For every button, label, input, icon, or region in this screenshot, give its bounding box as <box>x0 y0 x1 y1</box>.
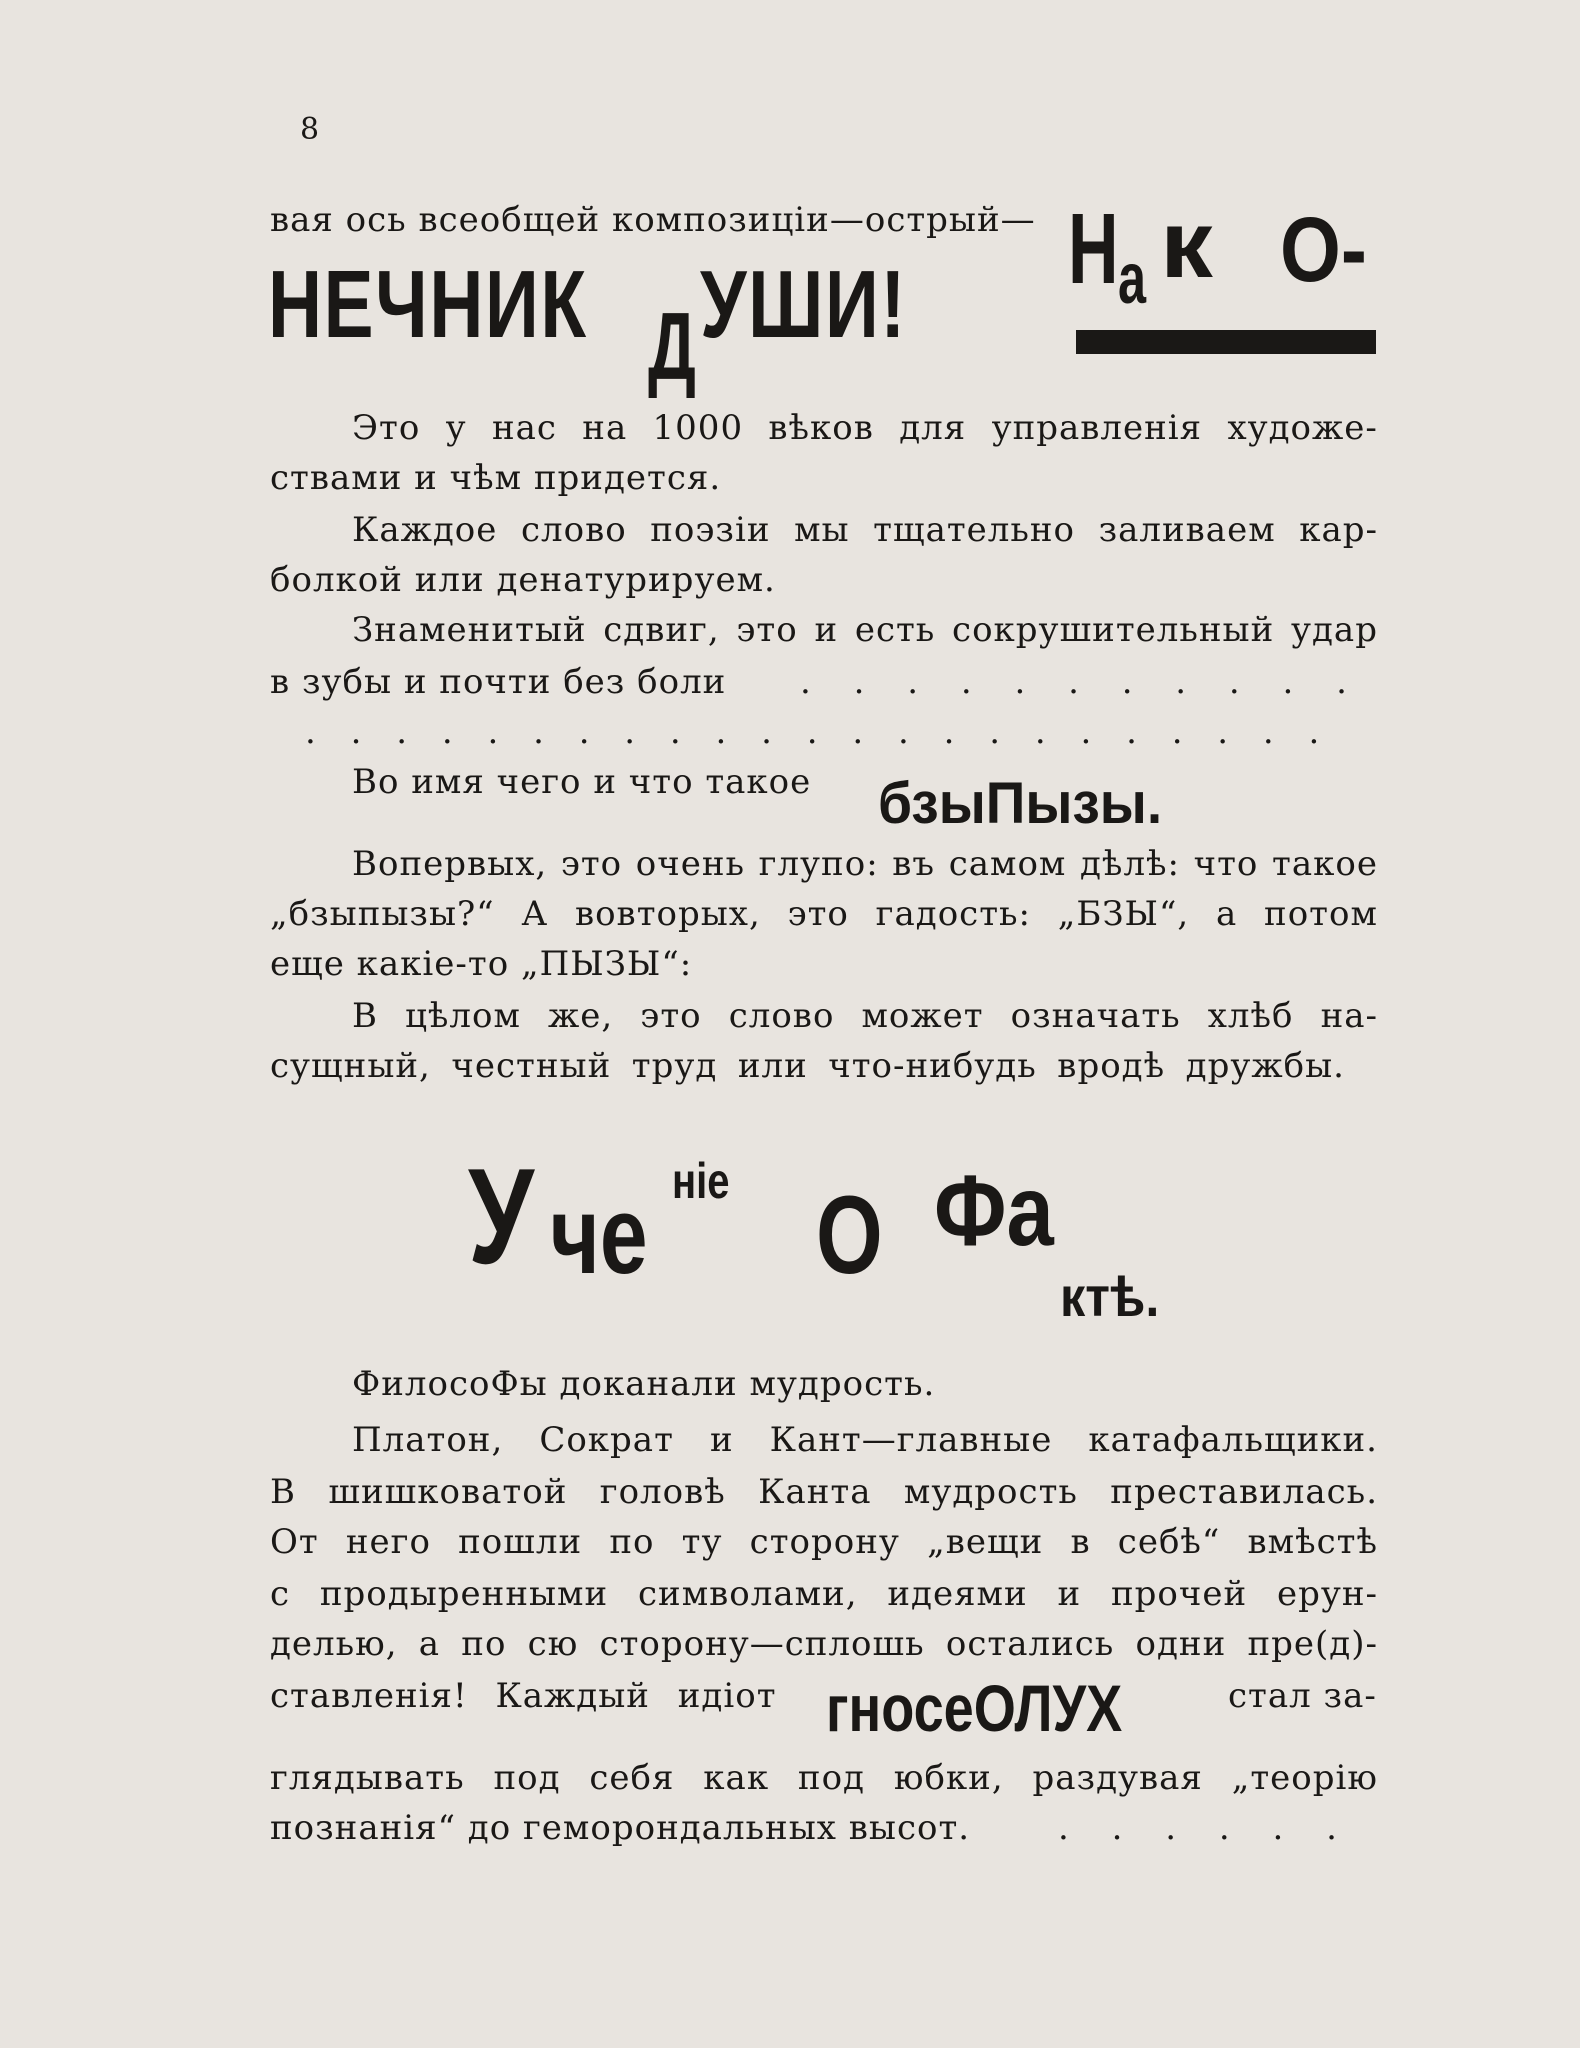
headline-letter-d: Д <box>648 293 696 400</box>
para3-dots-line: . . . . . . . . . . . . . . . . . . . . . . . <box>305 712 1332 752</box>
title-nie: ніе <box>672 1153 730 1209</box>
para4-line3: еще какіе-то „ПЫЗЫ“: <box>270 944 693 984</box>
gnoseolukh-word: гносеОЛУХ <box>826 1671 1123 1745</box>
side-letter-k: к <box>1160 191 1213 298</box>
para6-line1: ФилосоФы доканали мудрость. <box>352 1364 936 1404</box>
para7-line2: В шишковатой головѣ Канта мудрость преставилась. <box>270 1472 1378 1512</box>
para4-line2: „бзыпызы?“ А вовторых, это гадость: „БЗЫ“, а потом <box>270 894 1378 934</box>
headline-part2: УШИ! <box>700 251 907 358</box>
para3-line2: в зубы и почти без боли <box>270 662 727 702</box>
para1-line2: ствами и чѣм придется. <box>270 458 722 498</box>
para7-line7: глядывать под себя как под юбки, раздувая „теорію <box>270 1758 1378 1798</box>
para1-line1: Это у нас на 1000 вѣков для управленія художе- <box>352 408 1378 448</box>
question-text: Во имя чего и что такое <box>352 762 812 802</box>
para3-line1: Знаменитый сдвиг, это и есть сокрушительный удар <box>352 610 1378 650</box>
page-number: 8 <box>300 112 320 147</box>
para7-line5: делью, а по сю сторону—сплошь остались одни пре(д)- <box>270 1624 1378 1664</box>
para7-line8-dots: . . . . . . <box>1058 1808 1353 1848</box>
para7-line3: От него пошли по ту сторону „вещи в себѣ“ вмѣстѣ <box>270 1522 1378 1562</box>
para7-line1: Платон, Сократ и Кант—главные катафальщики. <box>352 1420 1378 1460</box>
para5-line2: сущный, честный труд или что-нибудь вродѣ дружбы. <box>270 1046 1345 1086</box>
title-kte: ктѣ. <box>1060 1265 1160 1328</box>
para7-line6-start: ставленія! Каждый идіот <box>270 1676 777 1716</box>
title-letter-o: О <box>816 1174 883 1297</box>
para7-line6-end: стал за- <box>1228 1676 1377 1716</box>
para4-line1: Вопервых, это очень глупо: въ самом дѣлѣ: что такое <box>352 844 1378 884</box>
title-letter-u: У <box>468 1140 534 1292</box>
para5-line1: В цѣлом же, это слово может означать хлѣб на- <box>352 996 1378 1036</box>
side-letter-n: Н <box>1068 193 1119 305</box>
para2-line2: болкой или денатурируем. <box>270 560 776 600</box>
bzypyzy-word: бзыПызы. <box>878 771 1163 836</box>
title-fa: Фа <box>934 1155 1054 1267</box>
para3-line2-dots: . . . . . . . . . . . <box>800 662 1363 702</box>
title-che: че <box>550 1174 648 1297</box>
side-letter-a: а <box>1118 239 1147 319</box>
para2-line1: Каждое слово поэзіи мы тщательно заливаем кар- <box>352 510 1378 550</box>
headline-part1: НЕЧНИК <box>268 251 588 358</box>
para7-line4: с продыренными символами, идеями и прочей ерун- <box>270 1574 1378 1614</box>
header-line: вая ось всеобщей композиціи—острый— <box>270 200 1036 240</box>
heavy-rule <box>1076 330 1376 354</box>
para7-line8: познанія“ до геморондальных высот. <box>270 1808 971 1848</box>
side-letter-o: О- <box>1280 199 1367 301</box>
